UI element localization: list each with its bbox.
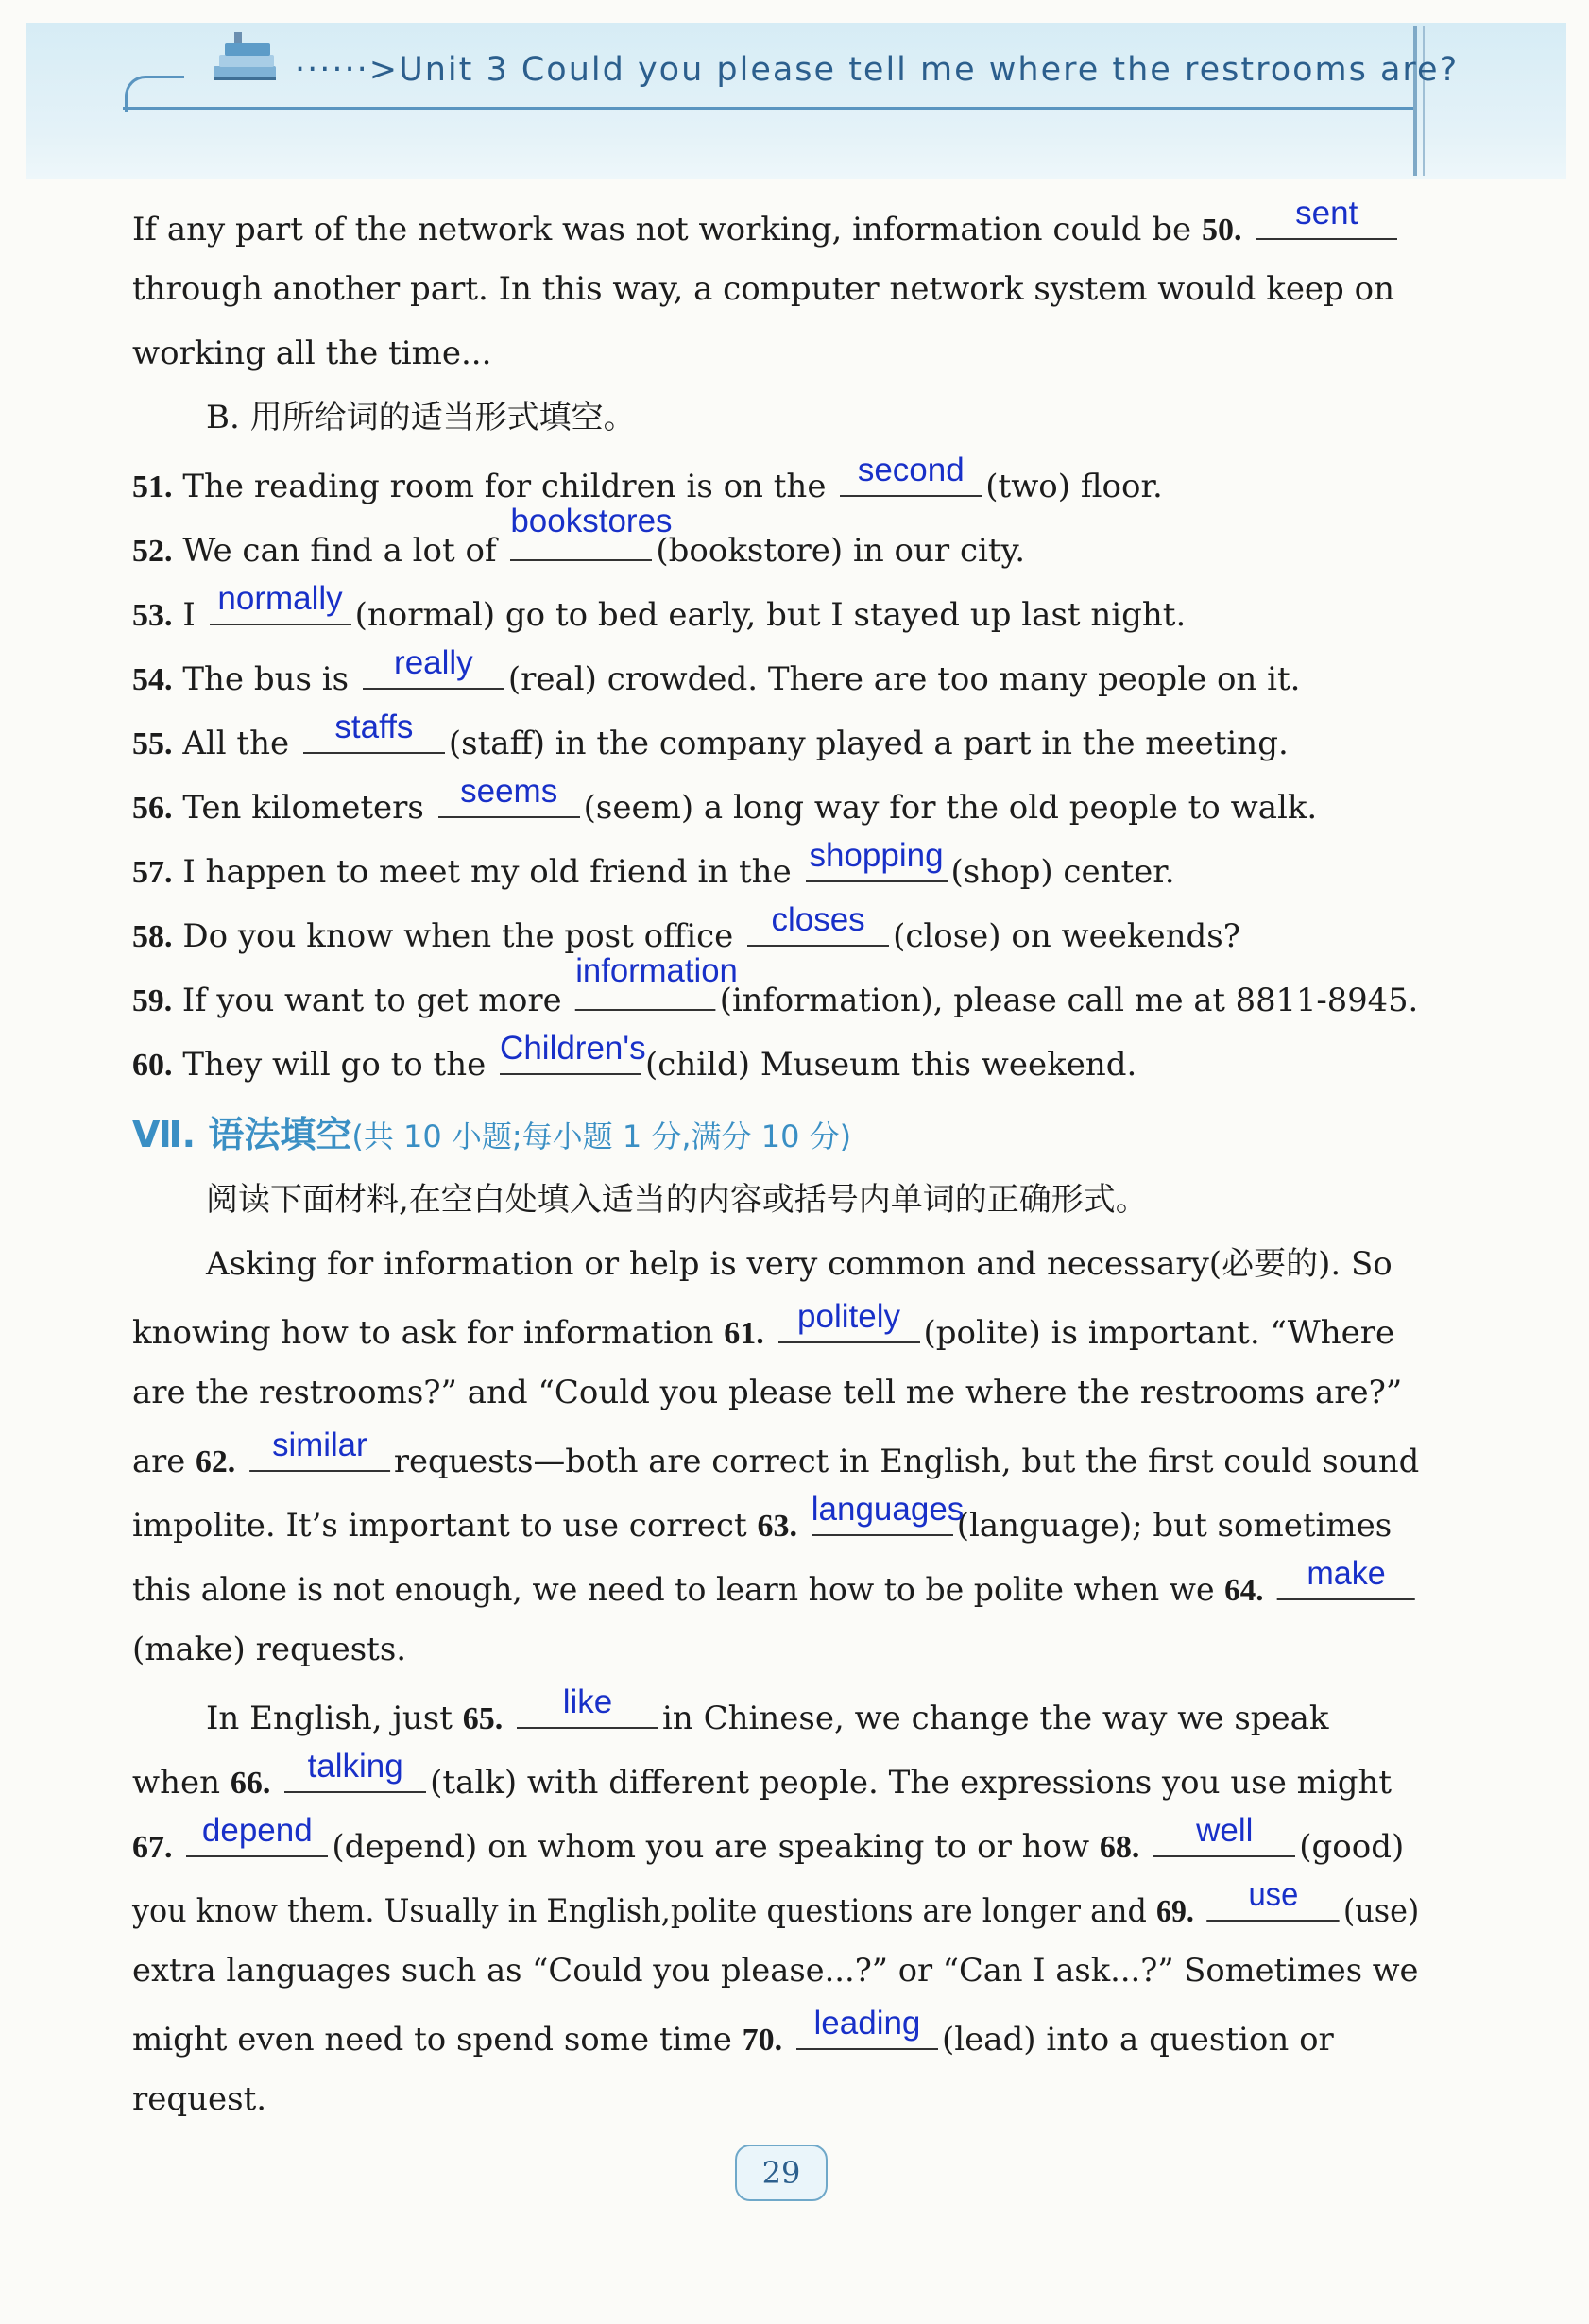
passage-line: through another part. In this way, a computer network system would keep on: [132, 270, 1394, 308]
answer-text: talking: [307, 1748, 403, 1785]
question-60: 60. They will go to the Children's (child) Museum this weekend.: [132, 1030, 1137, 1084]
books-icon: [206, 28, 291, 94]
answer-blank-66: [284, 1748, 426, 1793]
answer-text: seems: [460, 773, 558, 810]
question-number: 50.: [1201, 213, 1242, 248]
answer-text: second: [857, 452, 965, 488]
section-vii-title: Ⅶ. 语法填空(共 10 小题;每小题 1 分,满分 10 分): [132, 1114, 852, 1155]
question-56: 56. Ten kilometers seems (seem) a long way for the old people to walk.: [132, 773, 1318, 827]
question-57: 57. I happen to meet my old friend in the shopping (shop) center.: [132, 837, 1175, 891]
header-edge: [1413, 26, 1417, 176]
answer-blank: [303, 709, 445, 754]
answer-blank: [806, 837, 948, 882]
answer-text: make: [1307, 1555, 1386, 1592]
answer-blank-65: [517, 1683, 658, 1729]
answer-text: really: [394, 644, 473, 681]
answer-text: politely: [797, 1298, 900, 1335]
answer-text: depend: [201, 1812, 313, 1849]
passage-line: Asking for information or help is very common and necessary(必要的). So: [206, 1245, 1393, 1283]
page-number: 29: [735, 2145, 828, 2201]
section-instruction: 阅读下面材料,在空白处填入适当的内容或括号内单词的正确形式。: [206, 1181, 1148, 1219]
passage-line: (make) requests.: [132, 1631, 407, 1668]
question-58: 58. Do you know when the post office closes (close) on weekends?: [132, 901, 1240, 955]
question-52: 52. We can find a lot of bookstores (bookstore) in our city.: [132, 503, 1026, 570]
passage-line: In English, just 65. like in Chinese, we change the way we speak: [206, 1683, 1329, 1737]
answer-blank-68: [1153, 1812, 1295, 1857]
answer-blank-50: [1256, 195, 1397, 240]
passage-line: request.: [132, 2080, 267, 2118]
answer-text: well: [1196, 1812, 1254, 1849]
answer-blank: [438, 773, 580, 818]
header-rule: [123, 107, 1417, 110]
passage-line: If any part of the network was not working, information could be 50. sent: [132, 206, 1419, 249]
answer-blank-62: [249, 1427, 390, 1472]
header-edge-thin: [1423, 26, 1425, 176]
answer-blank: [510, 503, 673, 561]
answer-blank-67: [186, 1812, 328, 1857]
question-54: 54. The bus is really (real) crowded. There are too many people on it.: [132, 644, 1301, 698]
answer-blank: [210, 580, 351, 625]
answer-text: use: [1248, 1876, 1299, 1913]
passage-line: this alone is not enough, we need to learn how to be polite when we 64. make: [132, 1566, 1386, 1610]
answer-text: similar: [272, 1427, 367, 1463]
passage-line: are 62. similar requests—both are correct in English, but the first could sound: [132, 1427, 1420, 1480]
passage-line: when 66. talking (talk) with different people. The expressions you use might: [132, 1748, 1393, 1802]
answer-blank-63: [811, 1491, 965, 1536]
answer-text: like: [562, 1683, 613, 1720]
section-b-title: B. 用所给词的适当形式填空。: [206, 399, 636, 436]
passage-line: might even need to spend some time 70. leading (lead) into a question or: [132, 2005, 1334, 2059]
answer-blank: [575, 952, 738, 1011]
question-55: 55. All the staffs (staff) in the company played a part in the meeting.: [132, 709, 1289, 762]
answer-text: bookstores: [510, 503, 673, 539]
answer-blank: [363, 644, 504, 690]
answer-blank-64: [1277, 1555, 1415, 1600]
passage-line: knowing how to ask for information 61. politely (polite) is important. “Where: [132, 1298, 1395, 1352]
answer-text: normally: [217, 580, 343, 617]
answer-blank-70: [796, 2005, 938, 2050]
passage-line: impolite. It’s important to use correct 63. languages (language); but sometimes: [132, 1491, 1393, 1545]
question-53: 53. I normally (normal) go to bed early, but I stayed up last night.: [132, 580, 1187, 634]
answer-text: information: [575, 952, 738, 989]
answer-text: sent: [1295, 195, 1358, 231]
answer-text: leading: [813, 2005, 921, 2042]
passage-line: working all the time...: [132, 334, 492, 372]
answer-text: closes: [771, 901, 865, 938]
unit-title: ······>Unit 3 Could you please tell me where the restrooms are?: [295, 51, 1460, 89]
passage-line: extra languages such as “Could you please...?” or “Can I ask...?” Sometimes we: [132, 1952, 1419, 1990]
section-vii-subtitle: (共 10 小题;每小题 1 分,满分 10 分): [351, 1119, 852, 1154]
question-51: 51. The reading room for children is on the second (two) floor.: [132, 452, 1163, 505]
question-59: 59. If you want to get more information (information), please call me at 8811-8945.: [132, 952, 1419, 1019]
answer-blank-69: [1207, 1876, 1340, 1922]
answer-blank: [840, 452, 982, 497]
answer-text: languages: [811, 1491, 965, 1528]
answer-text: Children's: [500, 1030, 646, 1067]
passage-line: 67. depend (depend) on whom you are speaking to or how 68. well (good): [132, 1812, 1405, 1866]
answer-blank: [747, 901, 889, 947]
answer-text: shopping: [809, 837, 944, 874]
passage-line: are the restrooms?” and “Could you please tell me where the restrooms are?”: [132, 1374, 1403, 1411]
passage-line: you know them. Usually in English,polite questions are longer and 69. use (use): [132, 1876, 1420, 1930]
answer-blank: [500, 1030, 646, 1075]
answer-blank-61: [778, 1298, 920, 1343]
answer-text: staffs: [334, 709, 414, 745]
